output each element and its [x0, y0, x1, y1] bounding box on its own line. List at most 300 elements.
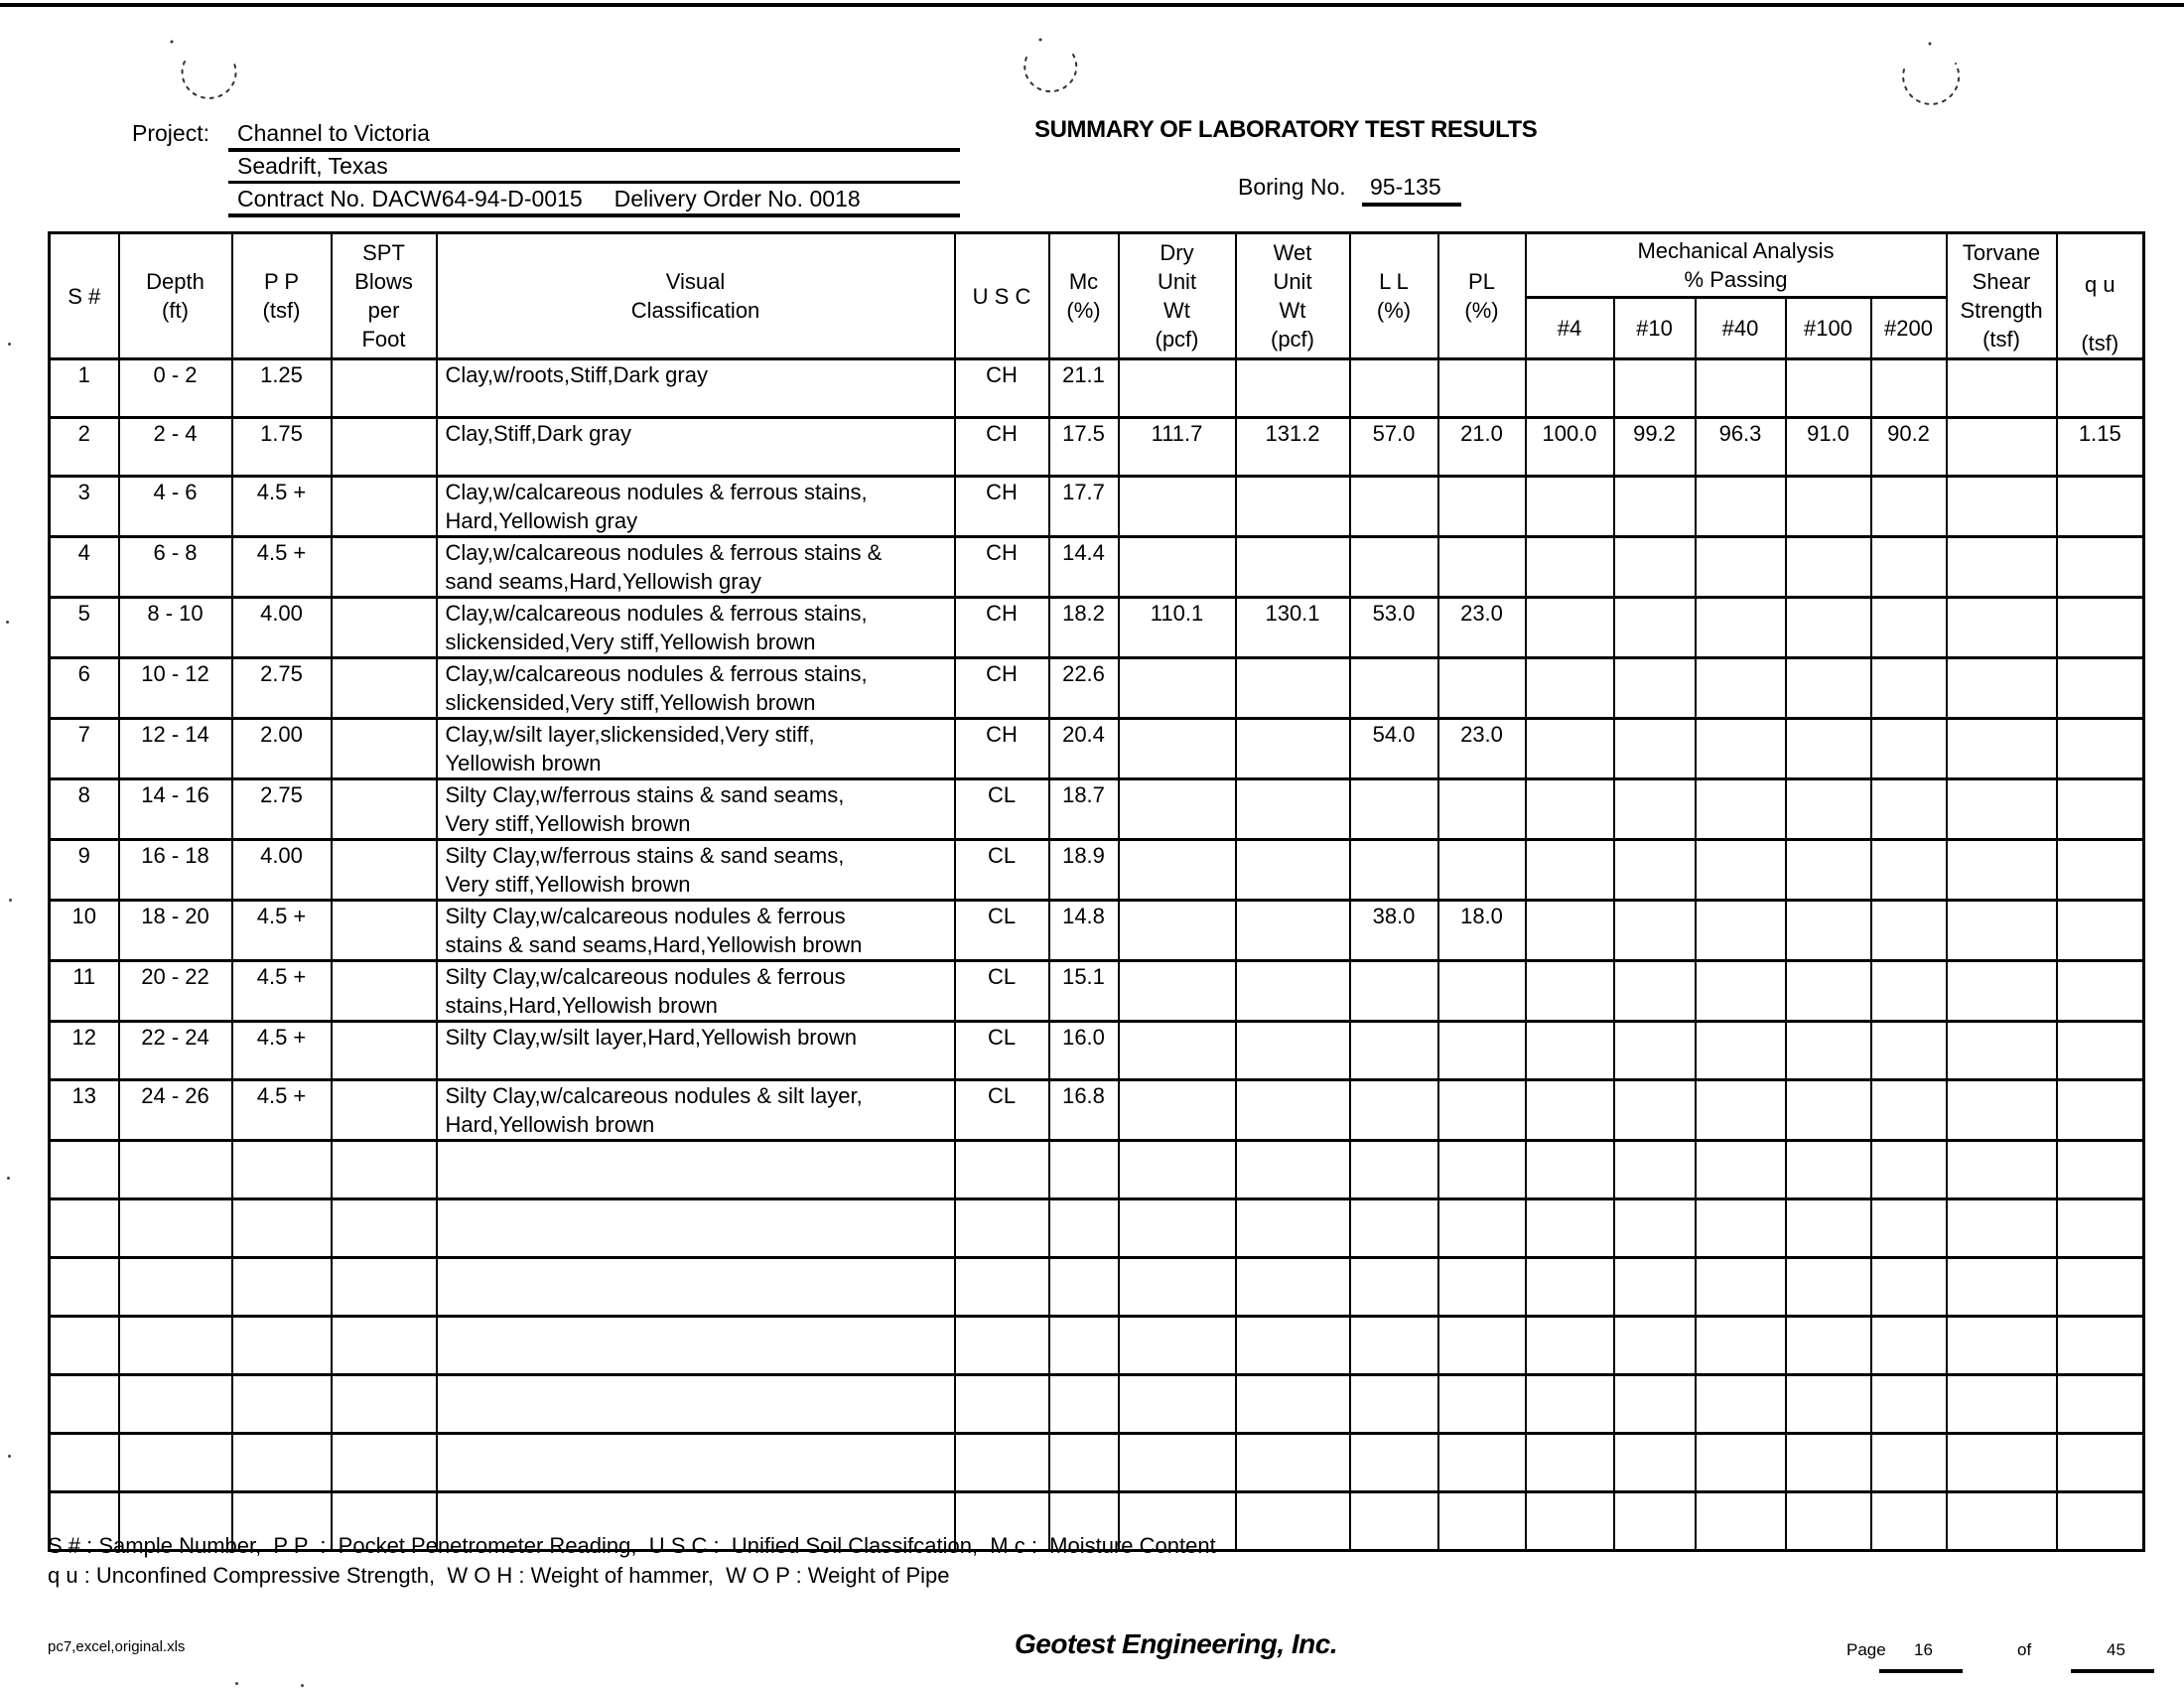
table-body [50, 359, 2144, 1551]
cell-visual: Clay,w/calcareous nodules & ferrous stains, slickensided,Very stiff,Yellowish brown [437, 658, 955, 719]
col-header-sieve-200: #200 [1871, 297, 1947, 358]
cell-s [50, 1375, 119, 1434]
cell-qu [2057, 840, 2144, 901]
cell-tv [1947, 1375, 2057, 1434]
cell-s40 [1696, 598, 1786, 658]
scan-mark-dot-right [1929, 43, 1932, 46]
cell-s: 6 [50, 658, 119, 719]
cell-depth [119, 1199, 232, 1258]
cell-s10 [1614, 598, 1696, 658]
col-header-torvane: Torvane Shear Strength (tsf) [1947, 233, 2057, 359]
cell-s4 [1526, 1317, 1614, 1375]
cell-usc [955, 1434, 1049, 1492]
cell-s4 [1526, 961, 1614, 1022]
cell-ll [1350, 1258, 1438, 1317]
page-total: 45 [2107, 1640, 2125, 1659]
page-of-label: of [2017, 1640, 2032, 1659]
cell-s4 [1526, 359, 1614, 418]
cell-qu [2057, 901, 2144, 961]
cell-pp: 4.5 + [232, 961, 332, 1022]
cell-wet [1236, 1258, 1350, 1317]
cell-tv [1947, 1492, 2057, 1551]
table-row-empty [50, 1141, 2144, 1199]
cell-s4 [1526, 477, 1614, 537]
cell-s [50, 1317, 119, 1375]
cell-qu [2057, 537, 2144, 598]
cell-wet [1236, 840, 1350, 901]
cell-s10 [1614, 1199, 1696, 1258]
cell-visual [437, 1375, 955, 1434]
cell-s10 [1614, 1141, 1696, 1199]
cell-dry [1119, 961, 1236, 1022]
cell-dry [1119, 1141, 1236, 1199]
cell-tv [1947, 598, 2057, 658]
cell-spt [332, 477, 437, 537]
project-name-underline [228, 148, 960, 152]
col-header-spt: SPT Blows per Foot [332, 233, 437, 359]
boring-underline [1362, 203, 1461, 207]
cell-tv [1947, 658, 2057, 719]
cell-s100 [1786, 477, 1871, 537]
cell-depth [119, 1434, 232, 1492]
cell-qu: 1.15 [2057, 418, 2144, 477]
table-row [50, 840, 2144, 901]
cell-s100: 91.0 [1786, 418, 1871, 477]
cell-mc: 22.6 [1049, 658, 1119, 719]
cell-pp: 4.5 + [232, 477, 332, 537]
cell-dry [1119, 537, 1236, 598]
cell-pp: 2.75 [232, 658, 332, 719]
cell-dry [1119, 477, 1236, 537]
cell-spt [332, 598, 437, 658]
col-header-pl: PL (%) [1438, 233, 1526, 359]
cell-pp: 4.5 + [232, 537, 332, 598]
table-row-empty [50, 1434, 2144, 1492]
cell-s100 [1786, 359, 1871, 418]
cell-s: 1 [50, 359, 119, 418]
cell-pl: 18.0 [1438, 901, 1526, 961]
cell-dry: 110.1 [1119, 598, 1236, 658]
cell-dry [1119, 1080, 1236, 1141]
cell-ll [1350, 477, 1438, 537]
cell-pl [1438, 961, 1526, 1022]
cell-qu [2057, 477, 2144, 537]
cell-ll [1350, 1317, 1438, 1375]
cell-s40 [1696, 1141, 1786, 1199]
cell-usc [955, 1375, 1049, 1434]
cell-s40 [1696, 840, 1786, 901]
cell-wet [1236, 961, 1350, 1022]
cell-ll: 53.0 [1350, 598, 1438, 658]
cell-qu [2057, 1492, 2144, 1551]
scan-mark-arc-right [1903, 64, 1959, 104]
cell-s40 [1696, 1492, 1786, 1551]
cell-wet [1236, 1080, 1350, 1141]
cell-s100 [1786, 1080, 1871, 1141]
cell-mc: 17.5 [1049, 418, 1119, 477]
cell-s10 [1614, 1022, 1696, 1080]
page-number: 16 [1914, 1640, 1933, 1659]
cell-mc: 20.4 [1049, 719, 1119, 779]
cell-s200 [1871, 1199, 1947, 1258]
cell-s40 [1696, 658, 1786, 719]
cell-pl [1438, 1434, 1526, 1492]
cell-s100 [1786, 1317, 1871, 1375]
cell-s40 [1696, 1199, 1786, 1258]
cell-visual: Silty Clay,w/calcareous nodules & ferrous stains & sand seams,Hard,Yellowish brown [437, 901, 955, 961]
cell-tv [1947, 1022, 2057, 1080]
cell-s10 [1614, 477, 1696, 537]
footnote-line-1: S # : Sample Number, P P : Pocket Penetrometer Reading, U S C : Unified Soil Classifcation, M c : Moisture Content [48, 1533, 1216, 1558]
cell-pl [1438, 658, 1526, 719]
cell-mc: 18.2 [1049, 598, 1119, 658]
cell-pl [1438, 1375, 1526, 1434]
col-header-pp: P P (tsf) [232, 233, 332, 359]
cell-visual [437, 1258, 955, 1317]
cell-ll [1350, 1375, 1438, 1434]
cell-spt [332, 1258, 437, 1317]
cell-s200 [1871, 779, 1947, 840]
cell-visual: Clay,w/roots,Stiff,Dark gray [437, 359, 955, 418]
cell-s40 [1696, 901, 1786, 961]
cell-dry [1119, 1258, 1236, 1317]
cell-tv [1947, 537, 2057, 598]
cell-s100 [1786, 1434, 1871, 1492]
cell-s200 [1871, 1141, 1947, 1199]
cell-pp: 4.5 + [232, 901, 332, 961]
cell-spt [332, 719, 437, 779]
page-total-underline [2071, 1669, 2154, 1673]
cell-depth: 8 - 10 [119, 598, 232, 658]
table-row [50, 598, 2144, 658]
cell-wet [1236, 901, 1350, 961]
contract-underline [228, 213, 960, 217]
cell-depth: 12 - 14 [119, 719, 232, 779]
cell-wet: 130.1 [1236, 598, 1350, 658]
cell-qu [2057, 719, 2144, 779]
cell-pl: 23.0 [1438, 598, 1526, 658]
cell-pl [1438, 1199, 1526, 1258]
cell-mc: 18.7 [1049, 779, 1119, 840]
page-label: Page [1846, 1640, 1886, 1659]
cell-wet [1236, 719, 1350, 779]
cell-s10 [1614, 537, 1696, 598]
cell-spt [332, 418, 437, 477]
cell-pl [1438, 840, 1526, 901]
cell-usc: CL [955, 901, 1049, 961]
table-row [50, 1022, 2144, 1080]
scan-mark-arc-left [183, 60, 236, 98]
cell-s40 [1696, 1022, 1786, 1080]
scan-speck [9, 899, 12, 902]
cell-mc: 21.1 [1049, 359, 1119, 418]
cell-tv [1947, 1317, 2057, 1375]
cell-s200 [1871, 1317, 1947, 1375]
cell-s10 [1614, 1492, 1696, 1551]
col-header-sieve-100: #100 [1786, 297, 1871, 358]
cell-spt [332, 779, 437, 840]
cell-s40 [1696, 1375, 1786, 1434]
cell-mc [1049, 1375, 1119, 1434]
cell-usc [955, 1199, 1049, 1258]
cell-s200 [1871, 477, 1947, 537]
cell-s10 [1614, 901, 1696, 961]
cell-s4 [1526, 1434, 1614, 1492]
cell-s40 [1696, 719, 1786, 779]
cell-depth: 4 - 6 [119, 477, 232, 537]
cell-s100 [1786, 1492, 1871, 1551]
cell-ll [1350, 537, 1438, 598]
cell-s100 [1786, 1375, 1871, 1434]
table-row [50, 418, 2144, 477]
table-row [50, 719, 2144, 779]
cell-usc: CH [955, 537, 1049, 598]
cell-s4 [1526, 1141, 1614, 1199]
cell-tv [1947, 719, 2057, 779]
cell-pp [232, 1317, 332, 1375]
col-header-visual-classification: Visual Classification [437, 233, 955, 359]
cell-s4 [1526, 1022, 1614, 1080]
cell-s [50, 1434, 119, 1492]
cell-tv [1947, 1258, 2057, 1317]
scan-speck [8, 1455, 11, 1458]
cell-pl [1438, 1258, 1526, 1317]
cell-pp [232, 1141, 332, 1199]
cell-mc: 17.7 [1049, 477, 1119, 537]
cell-s4 [1526, 598, 1614, 658]
cell-pl [1438, 1492, 1526, 1551]
cell-mc [1049, 1199, 1119, 1258]
cell-spt [332, 961, 437, 1022]
cell-s: 2 [50, 418, 119, 477]
page-number-underline [1879, 1669, 1963, 1673]
col-header-dry-unit-wt: Dry Unit Wt (pcf) [1119, 233, 1236, 359]
cell-s [50, 1258, 119, 1317]
col-header-mc: Mc (%) [1049, 233, 1119, 359]
cell-pl [1438, 1022, 1526, 1080]
cell-usc: CH [955, 418, 1049, 477]
cell-spt [332, 1434, 437, 1492]
table-row [50, 1080, 2144, 1141]
cell-wet [1236, 537, 1350, 598]
cell-s4 [1526, 901, 1614, 961]
cell-pl [1438, 537, 1526, 598]
cell-dry [1119, 840, 1236, 901]
cell-wet [1236, 779, 1350, 840]
cell-wet [1236, 1492, 1350, 1551]
cell-qu [2057, 1199, 2144, 1258]
scan-mark-dot-left [171, 41, 174, 44]
cell-visual: Silty Clay,w/ferrous stains & sand seams, Very stiff,Yellowish brown [437, 840, 955, 901]
cell-s40 [1696, 1258, 1786, 1317]
cell-s200 [1871, 719, 1947, 779]
cell-s10 [1614, 1258, 1696, 1317]
cell-depth: 14 - 16 [119, 779, 232, 840]
cell-pp [232, 1199, 332, 1258]
cell-s40 [1696, 477, 1786, 537]
cell-s4 [1526, 658, 1614, 719]
cell-s40 [1696, 1434, 1786, 1492]
cell-dry [1119, 1199, 1236, 1258]
col-header-usc: U S C [955, 233, 1049, 359]
cell-dry [1119, 1434, 1236, 1492]
cell-pp: 2.00 [232, 719, 332, 779]
cell-usc [955, 1141, 1049, 1199]
cell-tv [1947, 477, 2057, 537]
cell-s10 [1614, 658, 1696, 719]
cell-depth [119, 1141, 232, 1199]
cell-s200 [1871, 1080, 1947, 1141]
col-header-wet-unit-wt: Wet Unit Wt (pcf) [1236, 233, 1350, 359]
cell-s: 10 [50, 901, 119, 961]
cell-s10 [1614, 1080, 1696, 1141]
cell-qu [2057, 1080, 2144, 1141]
cell-usc: CL [955, 779, 1049, 840]
table-row [50, 961, 2144, 1022]
cell-usc: CH [955, 359, 1049, 418]
cell-dry [1119, 719, 1236, 779]
cell-pp: 4.00 [232, 840, 332, 901]
cell-depth [119, 1317, 232, 1375]
cell-mc: 18.9 [1049, 840, 1119, 901]
cell-ll [1350, 1022, 1438, 1080]
col-header-ll: L L (%) [1350, 233, 1438, 359]
project-name: Channel to Victoria [237, 120, 430, 146]
cell-ll [1350, 840, 1438, 901]
table-row-empty [50, 1375, 2144, 1434]
cell-s100 [1786, 719, 1871, 779]
cell-pl [1438, 1317, 1526, 1375]
table-row [50, 359, 2144, 418]
cell-s200: 90.2 [1871, 418, 1947, 477]
cell-wet [1236, 1434, 1350, 1492]
cell-tv [1947, 418, 2057, 477]
cell-pl [1438, 779, 1526, 840]
cell-s40 [1696, 1080, 1786, 1141]
cell-s40 [1696, 359, 1786, 418]
page-title: SUMMARY OF LABORATORY TEST RESULTS [1034, 116, 1538, 143]
cell-s10 [1614, 359, 1696, 418]
cell-visual: Silty Clay,w/calcareous nodules & silt layer, Hard,Yellowish brown [437, 1080, 955, 1141]
cell-usc: CH [955, 658, 1049, 719]
cell-s10 [1614, 1375, 1696, 1434]
cell-s100 [1786, 779, 1871, 840]
cell-ll [1350, 1434, 1438, 1492]
cell-depth: 0 - 2 [119, 359, 232, 418]
cell-ll [1350, 1199, 1438, 1258]
cell-dry [1119, 658, 1236, 719]
cell-wet [1236, 1375, 1350, 1434]
cell-dry [1119, 1022, 1236, 1080]
table-row [50, 658, 2144, 719]
scan-speck [6, 621, 9, 624]
cell-s4 [1526, 840, 1614, 901]
cell-s: 8 [50, 779, 119, 840]
cell-wet [1236, 477, 1350, 537]
project-label: Project: [132, 120, 209, 146]
cell-spt [332, 901, 437, 961]
cell-ll [1350, 1080, 1438, 1141]
cell-wet [1236, 1022, 1350, 1080]
cell-pp [232, 1258, 332, 1317]
table-row-empty [50, 1199, 2144, 1258]
cell-depth: 2 - 4 [119, 418, 232, 477]
cell-pp [232, 1375, 332, 1434]
cell-usc: CL [955, 961, 1049, 1022]
cell-s200 [1871, 840, 1947, 901]
cell-usc: CL [955, 1080, 1049, 1141]
cell-qu [2057, 598, 2144, 658]
cell-usc: CL [955, 1022, 1049, 1080]
cell-visual: Silty Clay,w/calcareous nodules & ferrous stains,Hard,Yellowish brown [437, 961, 955, 1022]
cell-usc: CH [955, 719, 1049, 779]
cell-s4 [1526, 1375, 1614, 1434]
cell-spt [332, 1317, 437, 1375]
col-header-mechanical-analysis: Mechanical Analysis % Passing [1526, 233, 1947, 298]
project-location: Seadrift, Texas [237, 153, 388, 179]
cell-s100 [1786, 961, 1871, 1022]
cell-visual [437, 1199, 955, 1258]
cell-pl [1438, 359, 1526, 418]
cell-usc [955, 1258, 1049, 1317]
cell-s200 [1871, 359, 1947, 418]
cell-s200 [1871, 537, 1947, 598]
cell-visual: Clay,w/calcareous nodules & ferrous stains & sand seams,Hard,Yellowish gray [437, 537, 955, 598]
cell-mc: 16.0 [1049, 1022, 1119, 1080]
cell-qu [2057, 961, 2144, 1022]
cell-usc: CL [955, 840, 1049, 901]
cell-usc: CH [955, 477, 1049, 537]
cell-s4 [1526, 1492, 1614, 1551]
cell-pp: 2.75 [232, 779, 332, 840]
cell-s4 [1526, 719, 1614, 779]
scan-top-edge-line [0, 3, 2184, 7]
cell-tv [1947, 840, 2057, 901]
cell-s4 [1526, 1199, 1614, 1258]
table-row [50, 779, 2144, 840]
cell-s40 [1696, 779, 1786, 840]
cell-tv [1947, 1434, 2057, 1492]
cell-s40: 96.3 [1696, 418, 1786, 477]
table-row [50, 537, 2144, 598]
cell-wet [1236, 1141, 1350, 1199]
cell-wet [1236, 658, 1350, 719]
col-header-qu: q u (tsf) [2057, 233, 2144, 359]
cell-usc [955, 1317, 1049, 1375]
cell-usc: CH [955, 598, 1049, 658]
cell-tv [1947, 1080, 2057, 1141]
cell-tv [1947, 359, 2057, 418]
cell-s200 [1871, 1492, 1947, 1551]
cell-visual: Clay,w/calcareous nodules & ferrous stains, Hard,Yellowish gray [437, 477, 955, 537]
cell-s100 [1786, 658, 1871, 719]
cell-s100 [1786, 598, 1871, 658]
cell-s100 [1786, 537, 1871, 598]
cell-s200 [1871, 1375, 1947, 1434]
cell-depth [119, 1375, 232, 1434]
cell-pl [1438, 1141, 1526, 1199]
cell-qu [2057, 658, 2144, 719]
cell-visual: Clay,Stiff,Dark gray [437, 418, 955, 477]
cell-s100 [1786, 1199, 1871, 1258]
cell-s100 [1786, 1022, 1871, 1080]
cell-s200 [1871, 658, 1947, 719]
cell-visual: Silty Clay,w/silt layer,Hard,Yellowish brown [437, 1022, 955, 1080]
cell-mc: 16.8 [1049, 1080, 1119, 1141]
col-header-sieve-40: #40 [1696, 297, 1786, 358]
cell-wet: 131.2 [1236, 418, 1350, 477]
cell-s: 3 [50, 477, 119, 537]
